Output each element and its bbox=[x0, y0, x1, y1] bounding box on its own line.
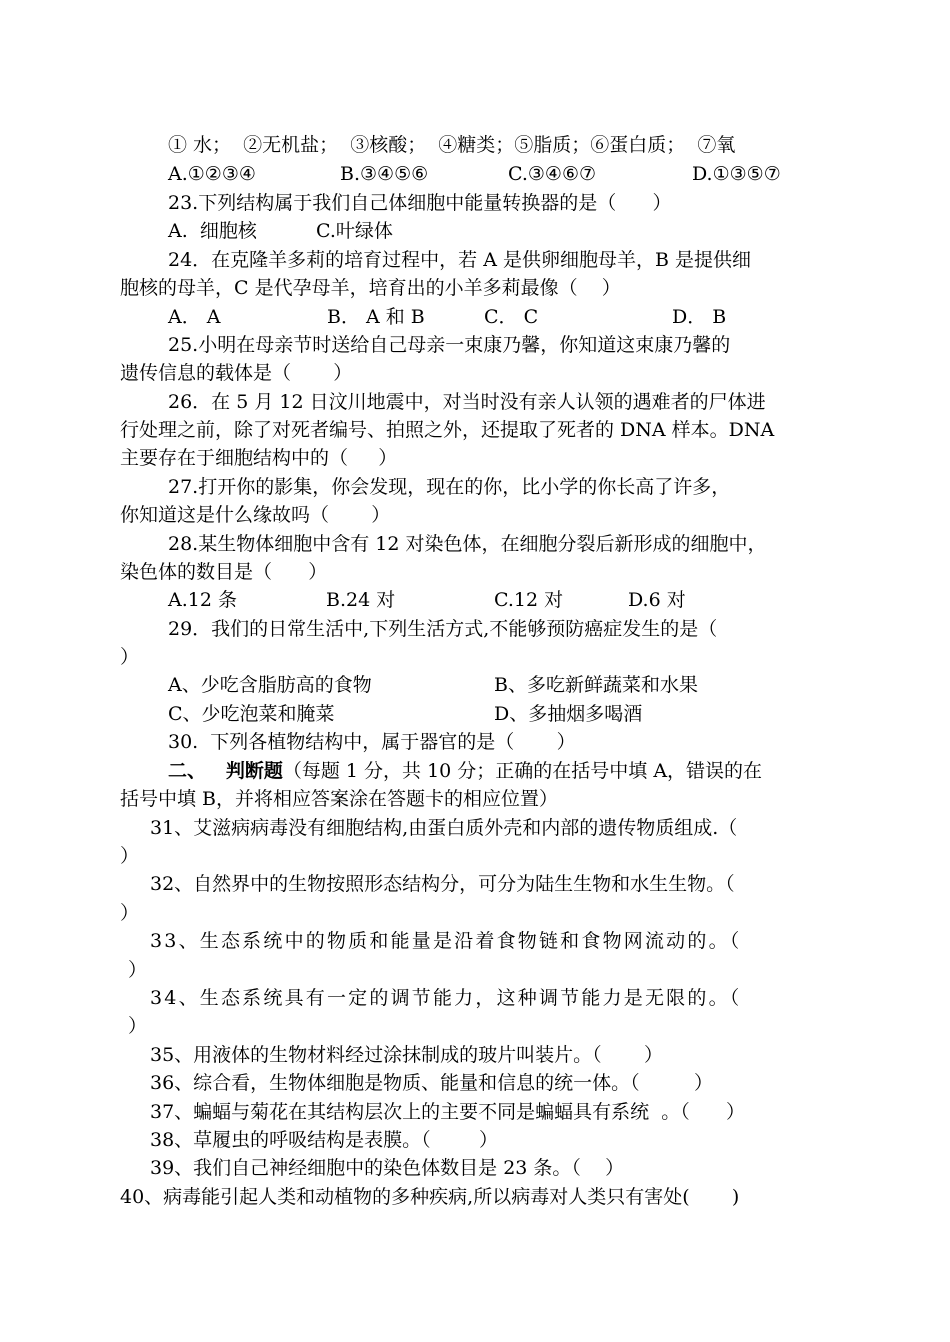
q29-option-b: B、多吃新鲜蔬菜和水果 bbox=[494, 674, 698, 696]
question-26-line2: 行处理之前，除了对死者编号、拍照之外，还提取了死者的 DNA 样本。DNA bbox=[120, 419, 775, 441]
q29-option-d: D、多抽烟多喝酒 bbox=[494, 703, 643, 725]
question-25-line1: 25.小明在母亲节时送给自己母亲一束康乃馨，你知道这束康乃馨的 bbox=[168, 334, 731, 356]
section-2-instructions-line2: 括号中填 B，并将相应答案涂在答题卡的相应位置） bbox=[120, 788, 559, 810]
question-33-line1: 33、生态系统中的物质和能量是沿着食物链和食物网流动的。（ bbox=[150, 930, 742, 952]
question-27-line1: 27.打开你的影集，你会发现，现在的你，比小学的你长高了许多， bbox=[168, 476, 731, 498]
question-24-line2: 胞核的母羊，C 是代孕母羊，培育出的小羊多莉最像（ ） bbox=[120, 277, 621, 299]
section-2-instructions: （每题 1 分，共 10 分；正确的在括号中填 A，错误的在 bbox=[282, 760, 763, 782]
question-34-line1: 34、生态系统具有一定的调节能力，这种调节能力是无限的。（ bbox=[150, 987, 742, 1009]
q24-option-c: C． C bbox=[484, 306, 539, 328]
q28-option-c: C.12 对 bbox=[494, 589, 564, 611]
options-list-line: ① 水； ②无机盐； ③核酸； ④糖类；⑤脂质；⑥蛋白质； ⑦氧 bbox=[168, 134, 736, 156]
q29-option-a: A、少吃含脂肪高的食物 bbox=[168, 674, 372, 696]
q23-option-c: C.叶绿体 bbox=[316, 220, 393, 242]
question-26-line1: 26．在 5 月 12 日汶川地震中，对当时没有亲人认领的遇难者的尸体进 bbox=[168, 391, 766, 413]
question-34-line2: ） bbox=[128, 1015, 148, 1037]
option-b: B.③④⑤⑥ bbox=[340, 163, 429, 185]
option-c: C.③④⑥⑦ bbox=[508, 163, 597, 185]
question-37: 37、蝙蝠与菊花在其结构层次上的主要不同是蝙蝠具有系统 。（ ） bbox=[150, 1101, 745, 1123]
question-24-line1: 24．在克隆羊多莉的培育过程中，若 A 是供卵细胞母羊，B 是提供细 bbox=[168, 249, 751, 271]
question-30: 30. 下列各植物结构中，属于器官的是（ ） bbox=[168, 731, 576, 753]
question-38: 38、草履虫的呼吸结构是表膜。（ ） bbox=[150, 1129, 498, 1151]
question-35: 35、用液体的生物材料经过涂抹制成的玻片叫装片。（ ） bbox=[150, 1044, 663, 1066]
section-2-header bbox=[168, 757, 762, 785]
q28-option-d: D.6 对 bbox=[628, 589, 686, 611]
q28-option-b: B.24 对 bbox=[326, 589, 396, 611]
question-28-line2: 染色体的数目是（ ） bbox=[120, 561, 328, 583]
question-29-line1: 29．我们的日常生活中,下列生活方式,不能够预防癌症发生的是（ bbox=[168, 618, 718, 640]
q29-option-c: C、少吃泡菜和腌菜 bbox=[168, 703, 335, 725]
question-23: 23.下列结构属于我们自己体细胞中能量转换器的是（ ） bbox=[168, 192, 672, 214]
q23-option-a: A. 细胞核 bbox=[168, 220, 257, 242]
question-31-line2: ） bbox=[120, 845, 140, 867]
question-33-line2: ） bbox=[128, 959, 148, 981]
question-29-line2: ） bbox=[120, 646, 140, 668]
q24-option-b: B． A 和 B bbox=[327, 306, 425, 328]
question-39: 39、我们自己神经细胞中的染色体数目是 23 条。（ ） bbox=[150, 1157, 625, 1179]
option-d: D.①③⑤⑦ bbox=[692, 163, 781, 185]
section-2-title: 二、 判断题 bbox=[168, 760, 283, 782]
q28-option-a: A.12 条 bbox=[168, 589, 237, 611]
question-32-line1: 32、自然界中的生物按照形态结构分，可分为陆生生物和水生生物。（ bbox=[150, 873, 735, 895]
question-25-line2: 遗传信息的载体是（ ） bbox=[120, 362, 353, 384]
q24-option-a: A． A bbox=[168, 306, 221, 328]
question-26-line3: 主要存在于细胞结构中的（ ） bbox=[120, 447, 398, 469]
question-28-line1: 28.某生物体细胞中含有 12 对染色体，在细胞分裂后新形成的细胞中， bbox=[168, 533, 767, 555]
question-36: 36、综合看，生物体细胞是物质、能量和信息的统一体。（ ） bbox=[150, 1072, 714, 1094]
question-31-line1: 31、艾滋病病毒没有细胞结构,由蛋白质外壳和内部的遗传物质组成.（ bbox=[150, 817, 738, 839]
q24-option-d: D． B bbox=[672, 306, 727, 328]
question-40: 40、病毒能引起人类和动植物的多种疾病,所以病毒对人类只有害处( ) bbox=[120, 1186, 740, 1208]
question-27-line2: 你知道这是什么缘故吗（ ） bbox=[120, 504, 391, 526]
option-a: A.①②③④ bbox=[168, 163, 256, 185]
question-32-line2: ） bbox=[120, 902, 140, 924]
